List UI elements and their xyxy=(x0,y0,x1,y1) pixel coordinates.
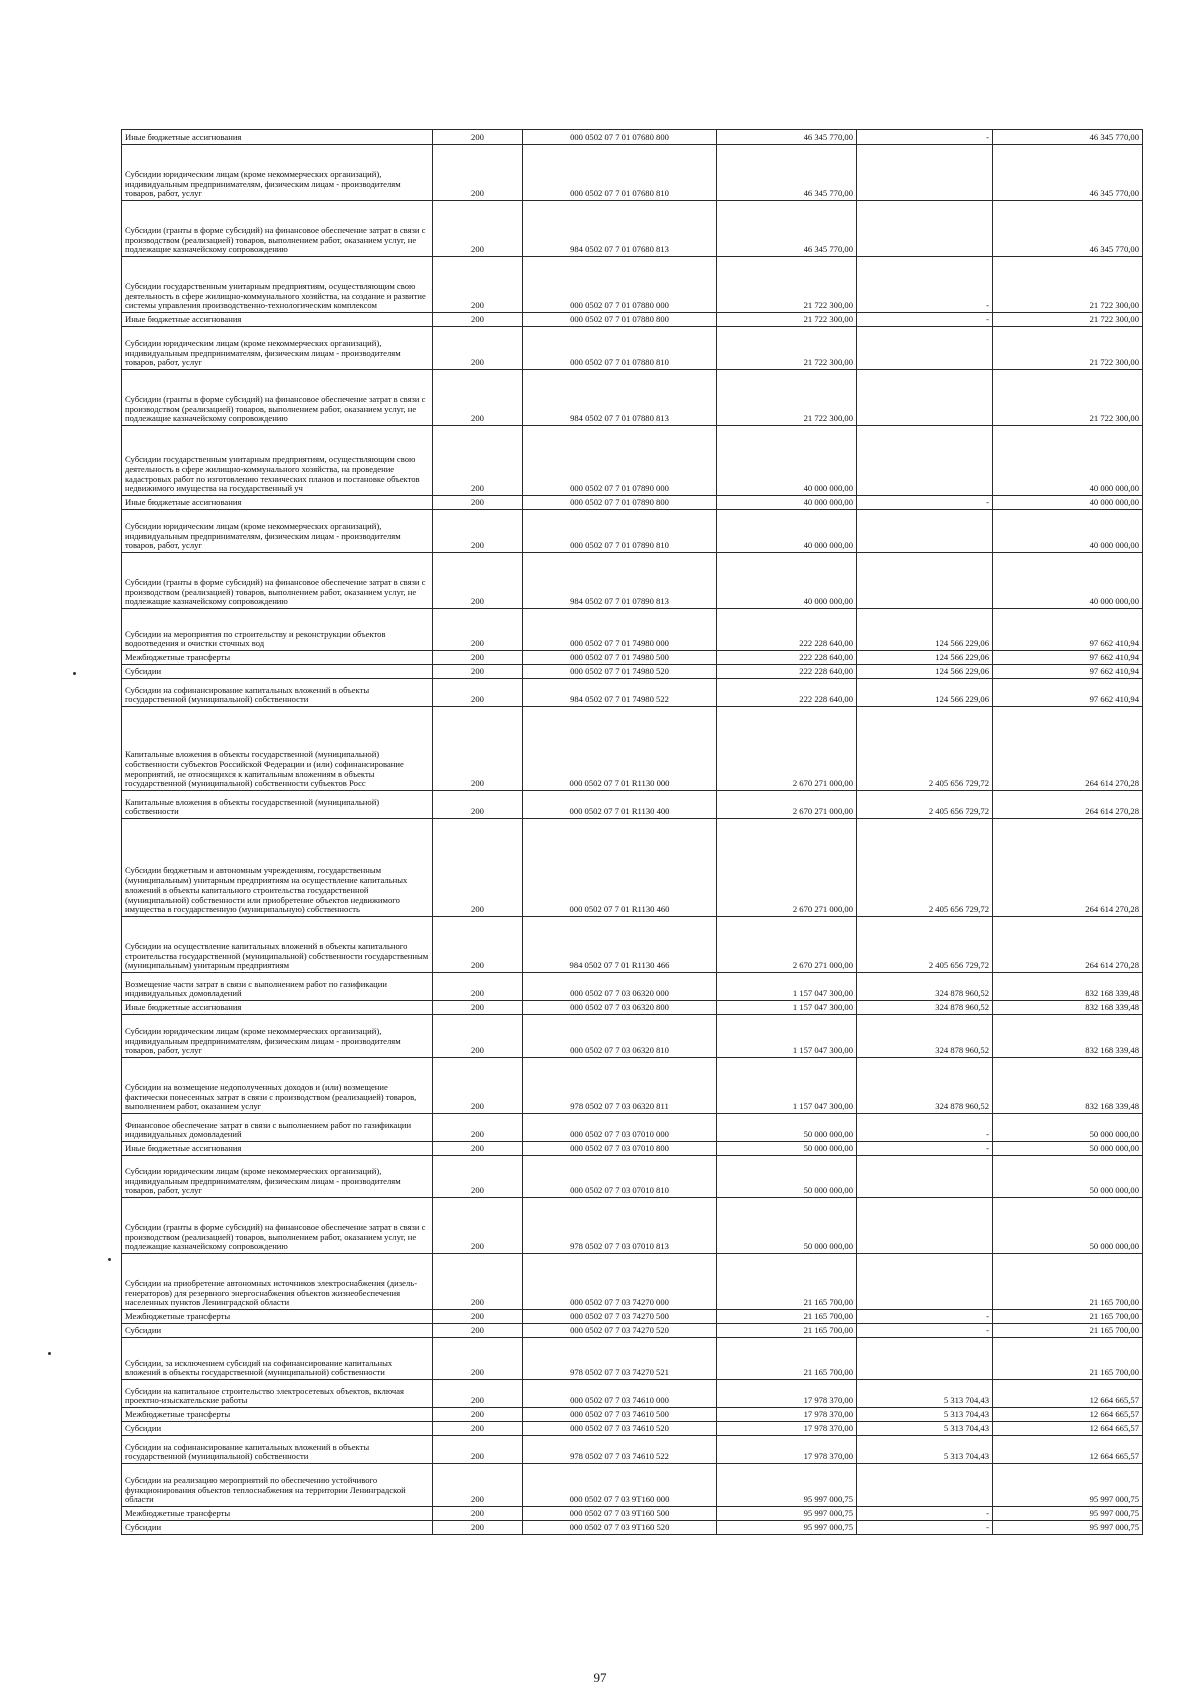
table-row xyxy=(122,1198,1143,1254)
budget-execution-table xyxy=(121,129,1143,1535)
cell-name: Субсидии на софинансирование капитальных вложений в объекты государственной (муниципальной) собственности xyxy=(122,1436,433,1464)
cell-name: Субсидии, за исключением субсидий на софинансирование капитальных вложений в объекты государственной (муниципальной) собственности xyxy=(122,1338,433,1380)
cell-line: 200 xyxy=(433,1338,523,1380)
cell-approved: 40 000 000,00 xyxy=(717,510,857,553)
cell-code: 000 0502 07 7 03 74270 000 xyxy=(523,1254,717,1310)
cell-name: Субсидии (гранты в форме субсидий) на финансовое обеспечение затрат в связи с производством (реализацией) товаров, выполнением работ, оказанием услуг, не подлежащие казначейскому сопровождению xyxy=(122,201,433,257)
table-row xyxy=(122,1422,1143,1436)
cell-unexecuted: 97 662 410,94 xyxy=(993,665,1143,679)
cell-executed: - xyxy=(857,313,993,327)
cell-unexecuted: 46 345 770,00 xyxy=(993,130,1143,145)
cell-executed: - xyxy=(857,1142,993,1156)
table-row xyxy=(122,679,1143,707)
cell-unexecuted: 832 168 339,48 xyxy=(993,1001,1143,1015)
cell-code: 000 0502 07 7 03 74610 520 xyxy=(523,1422,717,1436)
cell-approved: 222 228 640,00 xyxy=(717,609,857,651)
cell-code: 000 0502 07 7 03 06320 000 xyxy=(523,973,717,1001)
cell-executed xyxy=(857,1156,993,1198)
cell-line: 200 xyxy=(433,665,523,679)
cell-executed: 2 405 656 729,72 xyxy=(857,707,993,791)
cell-code: 000 0502 07 7 01 07880 000 xyxy=(523,257,717,313)
cell-name: Иные бюджетные ассигнования xyxy=(122,130,433,145)
cell-code: 978 0502 07 7 03 06320 811 xyxy=(523,1058,717,1114)
cell-code: 000 0502 07 7 03 06320 810 xyxy=(523,1015,717,1058)
cell-executed xyxy=(857,553,993,609)
cell-approved: 40 000 000,00 xyxy=(717,553,857,609)
cell-name: Межбюджетные трансферты xyxy=(122,1408,433,1422)
cell-executed: 324 878 960,52 xyxy=(857,1001,993,1015)
cell-name: Субсидии юридическим лицам (кроме некоммерческих организаций), индивидуальным предпринимателям, физическим лицам - производителям товаров, работ, услуг xyxy=(122,145,433,201)
cell-name: Субсидии на мероприятия по строительству и реконструкции объектов водоотведения и очистки сточных вод xyxy=(122,609,433,651)
cell-approved: 222 228 640,00 xyxy=(717,651,857,665)
cell-line: 200 xyxy=(433,609,523,651)
cell-line: 200 xyxy=(433,130,523,145)
cell-approved: 1 157 047 300,00 xyxy=(717,973,857,1001)
cell-executed: - xyxy=(857,1521,993,1535)
cell-unexecuted: 95 997 000,75 xyxy=(993,1521,1143,1535)
cell-line: 200 xyxy=(433,679,523,707)
table-row xyxy=(122,426,1143,496)
table-row xyxy=(122,1338,1143,1380)
cell-unexecuted: 21 165 700,00 xyxy=(993,1310,1143,1324)
cell-line: 200 xyxy=(433,1142,523,1156)
cell-code: 000 0502 07 7 03 9Т160 500 xyxy=(523,1507,717,1521)
cell-unexecuted: 21 165 700,00 xyxy=(993,1254,1143,1310)
cell-name: Межбюджетные трансферты xyxy=(122,651,433,665)
cell-code: 000 0502 07 7 01 74980 500 xyxy=(523,651,717,665)
cell-executed xyxy=(857,1338,993,1380)
cell-code: 000 0502 07 7 01 07890 810 xyxy=(523,510,717,553)
cell-unexecuted: 21 722 300,00 xyxy=(993,370,1143,426)
cell-unexecuted: 95 997 000,75 xyxy=(993,1507,1143,1521)
table-row xyxy=(122,1464,1143,1507)
cell-executed: - xyxy=(857,130,993,145)
cell-line: 200 xyxy=(433,917,523,973)
cell-name: Субсидии xyxy=(122,1422,433,1436)
cell-executed xyxy=(857,145,993,201)
cell-name: Капитальные вложения в объекты государственной (муниципальной) собственности субъектов Российской Федерации и (или) софинансирование мероприятий, не относящихся к капитальным вложениям в объекты государственной (муниципальной) собственности субъектов Росс xyxy=(122,707,433,791)
cell-executed: - xyxy=(857,1507,993,1521)
cell-approved: 95 997 000,75 xyxy=(717,1464,857,1507)
cell-unexecuted: 50 000 000,00 xyxy=(993,1198,1143,1254)
cell-unexecuted: 21 722 300,00 xyxy=(993,327,1143,370)
cell-line: 200 xyxy=(433,1436,523,1464)
cell-approved: 46 345 770,00 xyxy=(717,145,857,201)
cell-code: 000 0502 07 7 01 07680 800 xyxy=(523,130,717,145)
cell-unexecuted: 21 165 700,00 xyxy=(993,1324,1143,1338)
table-row xyxy=(122,1507,1143,1521)
cell-code: 000 0502 07 7 03 74270 520 xyxy=(523,1324,717,1338)
table-row xyxy=(122,327,1143,370)
cell-executed: 5 313 704,43 xyxy=(857,1380,993,1408)
table-row xyxy=(122,553,1143,609)
cell-line: 200 xyxy=(433,1015,523,1058)
cell-executed: 324 878 960,52 xyxy=(857,1058,993,1114)
cell-approved: 17 978 370,00 xyxy=(717,1380,857,1408)
cell-approved: 21 165 700,00 xyxy=(717,1324,857,1338)
cell-code: 000 0502 07 7 01 74980 000 xyxy=(523,609,717,651)
cell-name: Субсидии на капитальное строительство электросетевых объектов, включая проектно-изыскательские работы xyxy=(122,1380,433,1408)
cell-approved: 21 165 700,00 xyxy=(717,1254,857,1310)
cell-code: 978 0502 07 7 03 74610 522 xyxy=(523,1436,717,1464)
cell-code: 984 0502 07 7 01 74980 522 xyxy=(523,679,717,707)
cell-approved: 95 997 000,75 xyxy=(717,1507,857,1521)
table-body xyxy=(122,130,1143,1535)
table-row xyxy=(122,1001,1143,1015)
table-row xyxy=(122,1380,1143,1408)
cell-unexecuted: 21 722 300,00 xyxy=(993,257,1143,313)
cell-name: Субсидии (гранты в форме субсидий) на финансовое обеспечение затрат в связи с производством (реализацией) товаров, выполнением работ, оказанием услуг, не подлежащие казначейскому сопровождению xyxy=(122,553,433,609)
cell-executed: 5 313 704,43 xyxy=(857,1436,993,1464)
cell-executed: - xyxy=(857,1324,993,1338)
cell-name: Капитальные вложения в объекты государственной (муниципальной) собственности xyxy=(122,791,433,819)
cell-unexecuted: 832 168 339,48 xyxy=(993,1058,1143,1114)
table-row xyxy=(122,510,1143,553)
table-row xyxy=(122,651,1143,665)
cell-name: Субсидии юридическим лицам (кроме некоммерческих организаций), индивидуальным предпринимателям, физическим лицам - производителям товаров, работ, услуг xyxy=(122,1015,433,1058)
cell-code: 000 0502 07 7 03 07010 810 xyxy=(523,1156,717,1198)
cell-line: 200 xyxy=(433,1408,523,1422)
cell-code: 984 0502 07 7 01 07680 813 xyxy=(523,201,717,257)
cell-line: 200 xyxy=(433,553,523,609)
cell-unexecuted: 46 345 770,00 xyxy=(993,145,1143,201)
cell-unexecuted: 46 345 770,00 xyxy=(993,201,1143,257)
cell-approved: 40 000 000,00 xyxy=(717,426,857,496)
table-row xyxy=(122,370,1143,426)
table-row xyxy=(122,1408,1143,1422)
cell-approved: 50 000 000,00 xyxy=(717,1198,857,1254)
cell-approved: 1 157 047 300,00 xyxy=(717,1015,857,1058)
cell-line: 200 xyxy=(433,510,523,553)
table-row xyxy=(122,201,1143,257)
cell-line: 200 xyxy=(433,1058,523,1114)
cell-unexecuted: 21 165 700,00 xyxy=(993,1338,1143,1380)
table-row xyxy=(122,130,1143,145)
cell-executed: 124 566 229,06 xyxy=(857,651,993,665)
cell-line: 200 xyxy=(433,1464,523,1507)
cell-line: 200 xyxy=(433,426,523,496)
cell-approved: 40 000 000,00 xyxy=(717,496,857,510)
cell-line: 200 xyxy=(433,1422,523,1436)
cell-code: 000 0502 07 7 03 74610 500 xyxy=(523,1408,717,1422)
table-row xyxy=(122,1310,1143,1324)
cell-executed xyxy=(857,370,993,426)
cell-approved: 50 000 000,00 xyxy=(717,1156,857,1198)
cell-code: 984 0502 07 7 01 07890 813 xyxy=(523,553,717,609)
cell-line: 200 xyxy=(433,651,523,665)
cell-approved: 222 228 640,00 xyxy=(717,665,857,679)
cell-name: Субсидии на реализацию мероприятий по обеспечению устойчивого функционирования объектов теплоснабжения на территории Ленинградской области xyxy=(122,1464,433,1507)
cell-executed: 2 405 656 729,72 xyxy=(857,917,993,973)
cell-approved: 222 228 640,00 xyxy=(717,679,857,707)
cell-name: Субсидии бюджетным и автономным учреждениям, государственным (муниципальным) унитарным предприятиям на осуществление капитальных вложений в объекты капитального строительства государственной (муниципальной) собственности или приобретение объектов недвижимого имущества в государственную (муниципальную) собственность xyxy=(122,819,433,917)
cell-unexecuted: 50 000 000,00 xyxy=(993,1142,1143,1156)
cell-code: 000 0502 07 7 03 07010 000 xyxy=(523,1114,717,1142)
cell-code: 000 0502 07 7 03 9Т160 000 xyxy=(523,1464,717,1507)
table-row xyxy=(122,496,1143,510)
cell-unexecuted: 40 000 000,00 xyxy=(993,496,1143,510)
table-row xyxy=(122,1114,1143,1142)
cell-unexecuted: 50 000 000,00 xyxy=(993,1156,1143,1198)
cell-approved: 2 670 271 000,00 xyxy=(717,707,857,791)
cell-executed: 124 566 229,06 xyxy=(857,679,993,707)
table-row xyxy=(122,313,1143,327)
cell-code: 978 0502 07 7 03 74270 521 xyxy=(523,1338,717,1380)
cell-line: 200 xyxy=(433,257,523,313)
cell-line: 200 xyxy=(433,707,523,791)
cell-name: Субсидии на софинансирование капитальных вложений в объекты государственной (муниципальной) собственности xyxy=(122,679,433,707)
cell-approved: 17 978 370,00 xyxy=(717,1436,857,1464)
cell-executed xyxy=(857,1198,993,1254)
table-row xyxy=(122,1254,1143,1310)
cell-code: 984 0502 07 7 01 07880 813 xyxy=(523,370,717,426)
cell-code: 000 0502 07 7 03 06320 800 xyxy=(523,1001,717,1015)
cell-line: 200 xyxy=(433,327,523,370)
cell-name: Субсидии на приобретение автономных источников электроснабжения (дизель-генераторов) для резервного энергоснабжения объектов жизнеобеспечения населенных пунктов Ленинградской области xyxy=(122,1254,433,1310)
cell-executed: 5 313 704,43 xyxy=(857,1408,993,1422)
cell-name: Субсидии xyxy=(122,1324,433,1338)
cell-unexecuted: 40 000 000,00 xyxy=(993,510,1143,553)
cell-code: 978 0502 07 7 03 07010 813 xyxy=(523,1198,717,1254)
cell-name: Субсидии (гранты в форме субсидий) на финансовое обеспечение затрат в связи с производством (реализацией) товаров, выполнением работ, оказанием услуг, не подлежащие казначейскому сопровождению xyxy=(122,370,433,426)
table-row xyxy=(122,1015,1143,1058)
cell-name: Субсидии (гранты в форме субсидий) на финансовое обеспечение затрат в связи с производством (реализацией) товаров, выполнением работ, оказанием услуг, не подлежащие казначейскому сопровождению xyxy=(122,1198,433,1254)
cell-executed: - xyxy=(857,1310,993,1324)
cell-unexecuted: 97 662 410,94 xyxy=(993,609,1143,651)
cell-unexecuted: 12 664 665,57 xyxy=(993,1436,1143,1464)
cell-executed: - xyxy=(857,496,993,510)
cell-unexecuted: 97 662 410,94 xyxy=(993,651,1143,665)
cell-line: 200 xyxy=(433,1114,523,1142)
cell-line: 200 xyxy=(433,819,523,917)
cell-line: 200 xyxy=(433,313,523,327)
cell-unexecuted: 21 722 300,00 xyxy=(993,313,1143,327)
cell-executed: 2 405 656 729,72 xyxy=(857,791,993,819)
scan-speck xyxy=(73,672,76,675)
cell-name: Межбюджетные трансферты xyxy=(122,1507,433,1521)
cell-name: Субсидии на осуществление капитальных вложений в объекты капитального строительства государственной (муниципальной) собственности государственным (муниципальным) унитарным предприятиям xyxy=(122,917,433,973)
cell-line: 200 xyxy=(433,1521,523,1535)
cell-line: 200 xyxy=(433,1324,523,1338)
cell-name: Иные бюджетные ассигнования xyxy=(122,1001,433,1015)
cell-unexecuted: 12 664 665,57 xyxy=(993,1422,1143,1436)
table-row xyxy=(122,791,1143,819)
page-number: 97 xyxy=(593,1670,607,1685)
cell-approved: 21 165 700,00 xyxy=(717,1310,857,1324)
cell-name: Субсидии государственным унитарным предприятиям, осуществляющим свою деятельность в сфере жилищно-коммунального хозяйства, на создание и развитие системы управления производственно-технологическим комплексом xyxy=(122,257,433,313)
cell-unexecuted: 12 664 665,57 xyxy=(993,1408,1143,1422)
cell-executed xyxy=(857,201,993,257)
cell-code: 000 0502 07 7 03 74270 500 xyxy=(523,1310,717,1324)
scan-speck xyxy=(108,1258,111,1261)
cell-name: Субсидии на возмещение недополученных доходов и (или) возмещение фактически понесенных затрат в связи с производством (реализацией) товаров, выполнением работ, оказанием услуг xyxy=(122,1058,433,1114)
cell-line: 200 xyxy=(433,145,523,201)
table-row xyxy=(122,973,1143,1001)
cell-code: 000 0502 07 7 01 R1130 460 xyxy=(523,819,717,917)
cell-executed: - xyxy=(857,1114,993,1142)
cell-unexecuted: 12 664 665,57 xyxy=(993,1380,1143,1408)
cell-name: Финансовое обеспечение затрат в связи с выполнением работ по газификации индивидуальных домовладений xyxy=(122,1114,433,1142)
cell-line: 200 xyxy=(433,201,523,257)
cell-unexecuted: 264 614 270,28 xyxy=(993,707,1143,791)
cell-line: 200 xyxy=(433,370,523,426)
cell-approved: 17 978 370,00 xyxy=(717,1408,857,1422)
cell-code: 000 0502 07 7 03 9Т160 520 xyxy=(523,1521,717,1535)
cell-executed xyxy=(857,426,993,496)
cell-name: Субсидии юридическим лицам (кроме некоммерческих организаций), индивидуальным предпринимателям, физическим лицам - производителям товаров, работ, услуг xyxy=(122,510,433,553)
cell-approved: 21 722 300,00 xyxy=(717,313,857,327)
cell-executed: 124 566 229,06 xyxy=(857,609,993,651)
cell-approved: 21 722 300,00 xyxy=(717,370,857,426)
cell-name: Субсидии xyxy=(122,665,433,679)
cell-code: 000 0502 07 7 01 07890 800 xyxy=(523,496,717,510)
cell-name: Межбюджетные трансферты xyxy=(122,1310,433,1324)
cell-approved: 21 722 300,00 xyxy=(717,327,857,370)
cell-executed: 324 878 960,52 xyxy=(857,1015,993,1058)
table-row xyxy=(122,609,1143,651)
table-row xyxy=(122,257,1143,313)
cell-executed: 5 313 704,43 xyxy=(857,1422,993,1436)
cell-line: 200 xyxy=(433,1198,523,1254)
cell-code: 000 0502 07 7 01 R1130 400 xyxy=(523,791,717,819)
cell-code: 000 0502 07 7 01 07890 000 xyxy=(523,426,717,496)
cell-approved: 50 000 000,00 xyxy=(717,1142,857,1156)
cell-code: 000 0502 07 7 01 R1130 000 xyxy=(523,707,717,791)
cell-line: 200 xyxy=(433,791,523,819)
cell-executed xyxy=(857,510,993,553)
table-row xyxy=(122,1156,1143,1198)
table-row xyxy=(122,665,1143,679)
cell-executed xyxy=(857,1464,993,1507)
table-row xyxy=(122,145,1143,201)
cell-code: 000 0502 07 7 01 07880 810 xyxy=(523,327,717,370)
cell-line: 200 xyxy=(433,1254,523,1310)
cell-approved: 95 997 000,75 xyxy=(717,1521,857,1535)
cell-approved: 46 345 770,00 xyxy=(717,201,857,257)
cell-executed: 324 878 960,52 xyxy=(857,973,993,1001)
table-row xyxy=(122,1058,1143,1114)
cell-name: Субсидии юридическим лицам (кроме некоммерческих организаций), индивидуальным предпринимателям, физическим лицам - производителям товаров, работ, услуг xyxy=(122,1156,433,1198)
cell-executed xyxy=(857,1254,993,1310)
cell-unexecuted: 832 168 339,48 xyxy=(993,1015,1143,1058)
cell-approved: 1 157 047 300,00 xyxy=(717,1058,857,1114)
table-row xyxy=(122,1324,1143,1338)
cell-line: 200 xyxy=(433,1507,523,1521)
cell-line: 200 xyxy=(433,1001,523,1015)
cell-code: 000 0502 07 7 01 07680 810 xyxy=(523,145,717,201)
cell-approved: 50 000 000,00 xyxy=(717,1114,857,1142)
cell-unexecuted: 97 662 410,94 xyxy=(993,679,1143,707)
cell-approved: 1 157 047 300,00 xyxy=(717,1001,857,1015)
table-row xyxy=(122,1436,1143,1464)
scan-speck xyxy=(48,1352,51,1355)
cell-executed: 2 405 656 729,72 xyxy=(857,819,993,917)
cell-code: 000 0502 07 7 03 07010 800 xyxy=(523,1142,717,1156)
cell-unexecuted: 832 168 339,48 xyxy=(993,973,1143,1001)
cell-name: Иные бюджетные ассигнования xyxy=(122,313,433,327)
cell-approved: 2 670 271 000,00 xyxy=(717,791,857,819)
cell-unexecuted: 264 614 270,28 xyxy=(993,917,1143,973)
cell-name: Субсидии государственным унитарным предприятиям, осуществляющим свою деятельность в сфере жилищно-коммунального хозяйства, на проведение кадастровых работ по изготовлению технических планов и постановке объектов недвижимого имущества на государственный уч xyxy=(122,426,433,496)
cell-unexecuted: 40 000 000,00 xyxy=(993,553,1143,609)
cell-line: 200 xyxy=(433,973,523,1001)
cell-name: Субсидии xyxy=(122,1521,433,1535)
cell-executed: 124 566 229,06 xyxy=(857,665,993,679)
cell-name: Иные бюджетные ассигнования xyxy=(122,496,433,510)
table-row xyxy=(122,917,1143,973)
cell-line: 200 xyxy=(433,1310,523,1324)
cell-unexecuted: 50 000 000,00 xyxy=(993,1114,1143,1142)
table-row xyxy=(122,707,1143,791)
cell-code: 984 0502 07 7 01 R1130 466 xyxy=(523,917,717,973)
table-row xyxy=(122,819,1143,917)
cell-unexecuted: 40 000 000,00 xyxy=(993,426,1143,496)
table-row xyxy=(122,1142,1143,1156)
table-row xyxy=(122,1521,1143,1535)
cell-name: Возмещение части затрат в связи с выполнением работ по газификации индивидуальных домовладений xyxy=(122,973,433,1001)
cell-name: Иные бюджетные ассигнования xyxy=(122,1142,433,1156)
cell-executed xyxy=(857,327,993,370)
cell-approved: 2 670 271 000,00 xyxy=(717,917,857,973)
cell-approved: 21 165 700,00 xyxy=(717,1338,857,1380)
cell-code: 000 0502 07 7 01 74980 520 xyxy=(523,665,717,679)
cell-unexecuted: 264 614 270,28 xyxy=(993,791,1143,819)
cell-code: 000 0502 07 7 01 07880 800 xyxy=(523,313,717,327)
cell-line: 200 xyxy=(433,1380,523,1408)
cell-code: 000 0502 07 7 03 74610 000 xyxy=(523,1380,717,1408)
cell-name: Субсидии юридическим лицам (кроме некоммерческих организаций), индивидуальным предпринимателям, физическим лицам - производителям товаров, работ, услуг xyxy=(122,327,433,370)
cell-unexecuted: 95 997 000,75 xyxy=(993,1464,1143,1507)
cell-approved: 21 722 300,00 xyxy=(717,257,857,313)
cell-approved: 2 670 271 000,00 xyxy=(717,819,857,917)
cell-line: 200 xyxy=(433,1156,523,1198)
cell-line: 200 xyxy=(433,496,523,510)
cell-executed: - xyxy=(857,257,993,313)
cell-approved: 17 978 370,00 xyxy=(717,1422,857,1436)
cell-unexecuted: 264 614 270,28 xyxy=(993,819,1143,917)
cell-approved: 46 345 770,00 xyxy=(717,130,857,145)
